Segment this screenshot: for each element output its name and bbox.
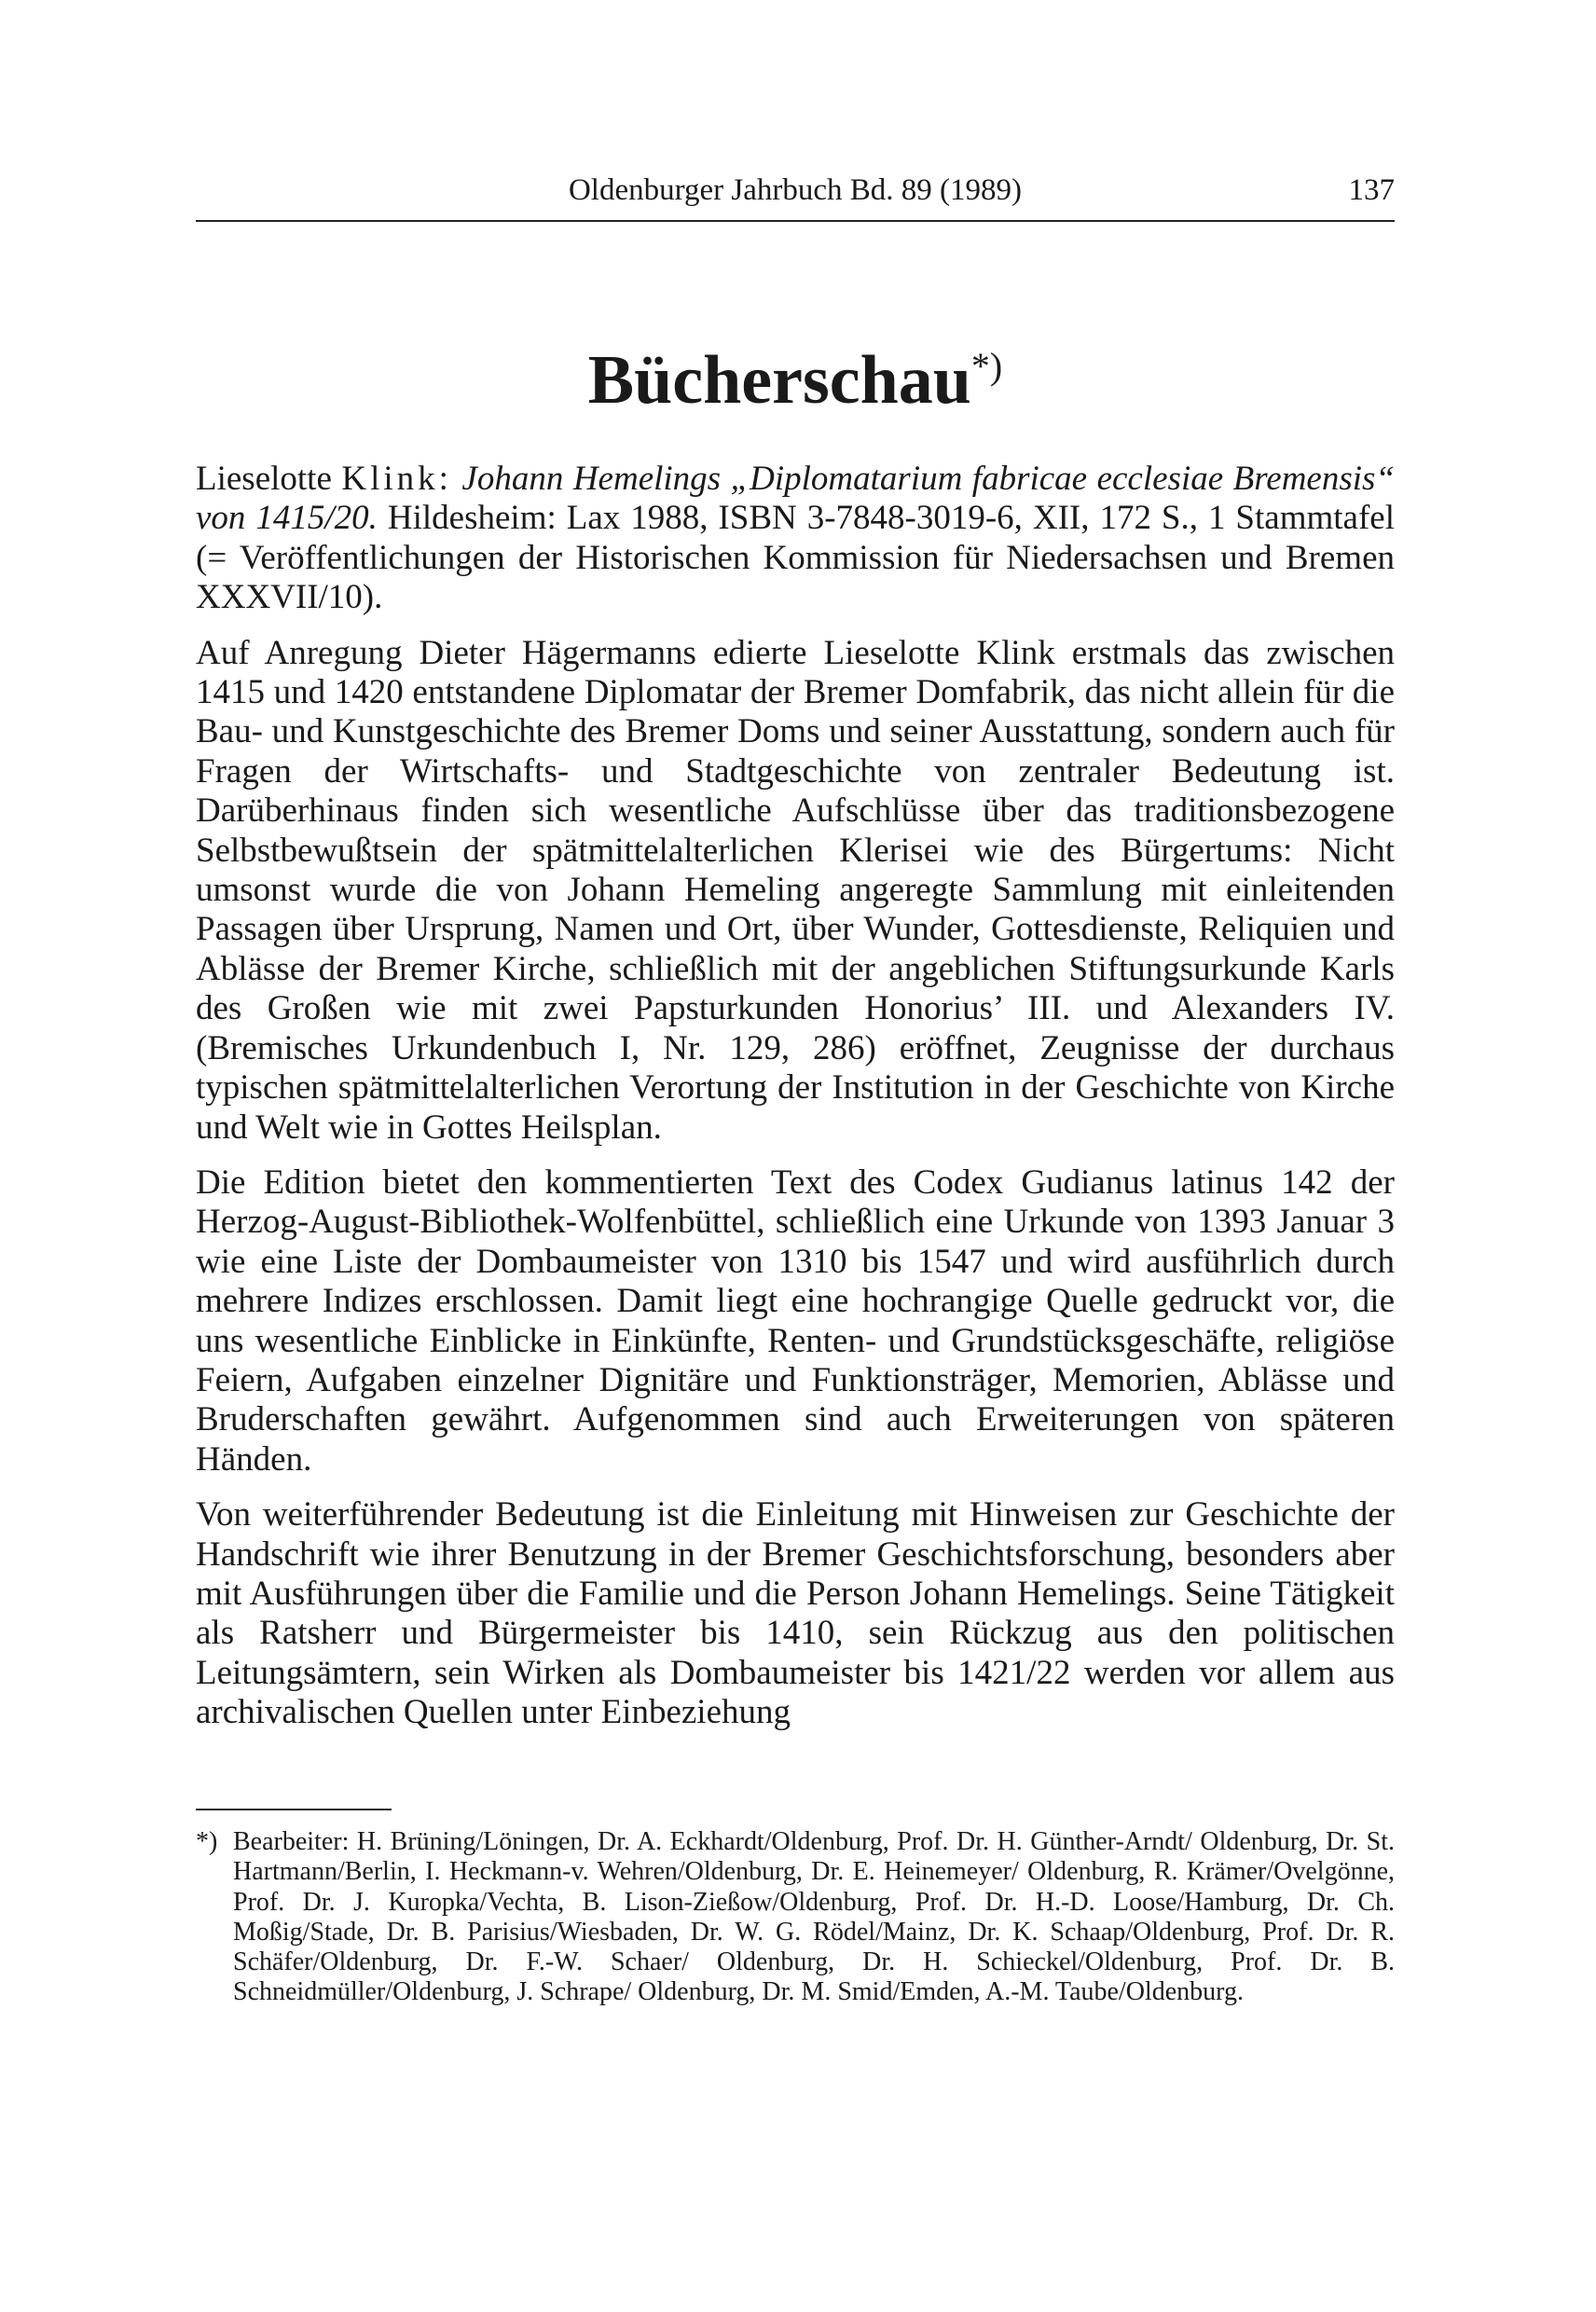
paragraph-2: Die Edition bietet den kommentierten Text des Codex Gudianus latinus 142 der Herzog-August-Bibliothek-Wolfenbüttel, schließlich eine Urkunde von 1393 Januar 3 wie eine Liste der Dombaumeister von 1310 bis 1547 und wird ausführlich durch mehrere Indizes erschlossen. Damit liegt eine hochrangige Quelle gedruckt vor, die uns wesentliche Einblicke in Einkünfte, Renten- und Grundstücksgeschäfte, religiöse Feiern, Aufgaben einzelner Dignitäre und Funktionsträger, Memorien, Ablässe und Bruderschaften gewährt. Aufgenommen sind auch Erweiterungen von späteren Händen. — [196, 1163, 1395, 1479]
citation-author-first: Lieselotte — [196, 460, 332, 498]
paragraph-3: Von weiterführender Bedeutung ist die Einleitung mit Hinweisen zur Geschichte der Handschrift wie ihrer Benutzung in der Bremer Geschichtsforschung, besonders aber mit Ausführungen über die Familie und die Person Johann Hemelings. Seine Tätigkeit als Ratsherr und Bürgermeister bis 1410, sein Rückzug aus den politischen Leitungsämtern, sein Wirken als Dombaumeister bis 1421/22 werden vor allem aus archivalischen Quellen unter Einbeziehung — [196, 1495, 1395, 1732]
running-header — [196, 172, 1395, 222]
title-text: Bücherschau — [587, 342, 971, 419]
page-number: 137 — [1348, 173, 1395, 207]
article-body — [196, 460, 1395, 1749]
page-title — [196, 326, 1395, 420]
title-footnote-marker: *) — [970, 345, 1003, 387]
book-citation — [196, 460, 1395, 618]
footnote-marker: *) — [196, 1827, 218, 1856]
footnote-divider — [196, 1809, 392, 1810]
citation-author-last: Klink: — [341, 460, 452, 498]
footnote — [196, 1827, 1395, 2008]
citation-book-title: Johann Hemelings „Diplomatarium fabricae ecclesiae Bremensis“ von 1415/20. — [196, 460, 1395, 538]
paragraph-1: Auf Anregung Dieter Hägermanns edierte Lieselotte Klink erstmals das zwischen 1415 und 1420 entstandene Diplomatar der Bremer Domfabrik, das nicht allein für die Bau- und Kunstgeschichte des Bremer Doms und seiner Ausstattung, sondern auch für Fragen der Wirtschafts- und Stadtgeschichte von zentraler Bedeutung ist. Darüberhinaus finden sich wesentliche Aufschlüsse über das traditionsbezogene Selbstbewußtsein der spätmittelalterlichen Klerisei wie des Bürgertums: Nicht umsonst wurde die von Johann Hemeling angeregte Sammlung mit einleitenden Passagen über Ursprung, Namen und Ort, über Wunder, Gottesdienste, Reliquien und Ablässe der Bremer Kirche, schließlich mit der angeblichen Stiftungsurkunde Karls des Großen wie mit zwei Papsturkunden Honorius’ III. und Alexanders IV. (Bremisches Urkundenbuch I, Nr. 129, 286) eröffnet, Zeugnisse der durchaus typischen spätmittelalterlichen Verortung der Institution in der Geschichte von Kirche und Welt wie in Gottes Heilsplan. — [196, 633, 1395, 1147]
footnote-text: Bearbeiter: H. Brüning/Löningen, Dr. A. Eckhardt/Oldenburg, Prof. Dr. H. Günther-Arndt/ Oldenburg, Dr. St. Hartmann/Berlin, I. Heckmann-v. Wehren/Oldenburg, Dr. E. Heinemeyer/ Oldenburg, R. Krämer/Ovelgönne, Prof. Dr. J. Kuropka/Vechta, B. Lison-Zießow/Oldenburg, Prof. Dr. H.-D. Loose/Hamburg, Dr. Ch. Moßig/Stade, Dr. B. Parisius/Wiesbaden, Dr. W. G. Rödel/Mainz, Dr. K. Schaap/Oldenburg, Prof. Dr. R. Schäfer/Oldenburg, Dr. F.-W. Schaer/ Oldenburg, Dr. H. Schieckel/Oldenburg, Prof. Dr. B. Schneidmüller/Oldenburg, J. Schrape/ Oldenburg, Dr. M. Smid/Emden, A.-M. Taube/Oldenburg. — [233, 1827, 1395, 2007]
journal-title: Oldenburger Jahrbuch Bd. 89 (1989) — [568, 173, 1023, 207]
citation-details: Hildesheim: Lax 1988, ISBN 3-7848-3019-6, XII, 172 S., 1 Stammtafel (= Veröffentlichungen der Historischen Kommission für Niedersachsen und Bremen XXXVII/10). — [196, 499, 1395, 617]
